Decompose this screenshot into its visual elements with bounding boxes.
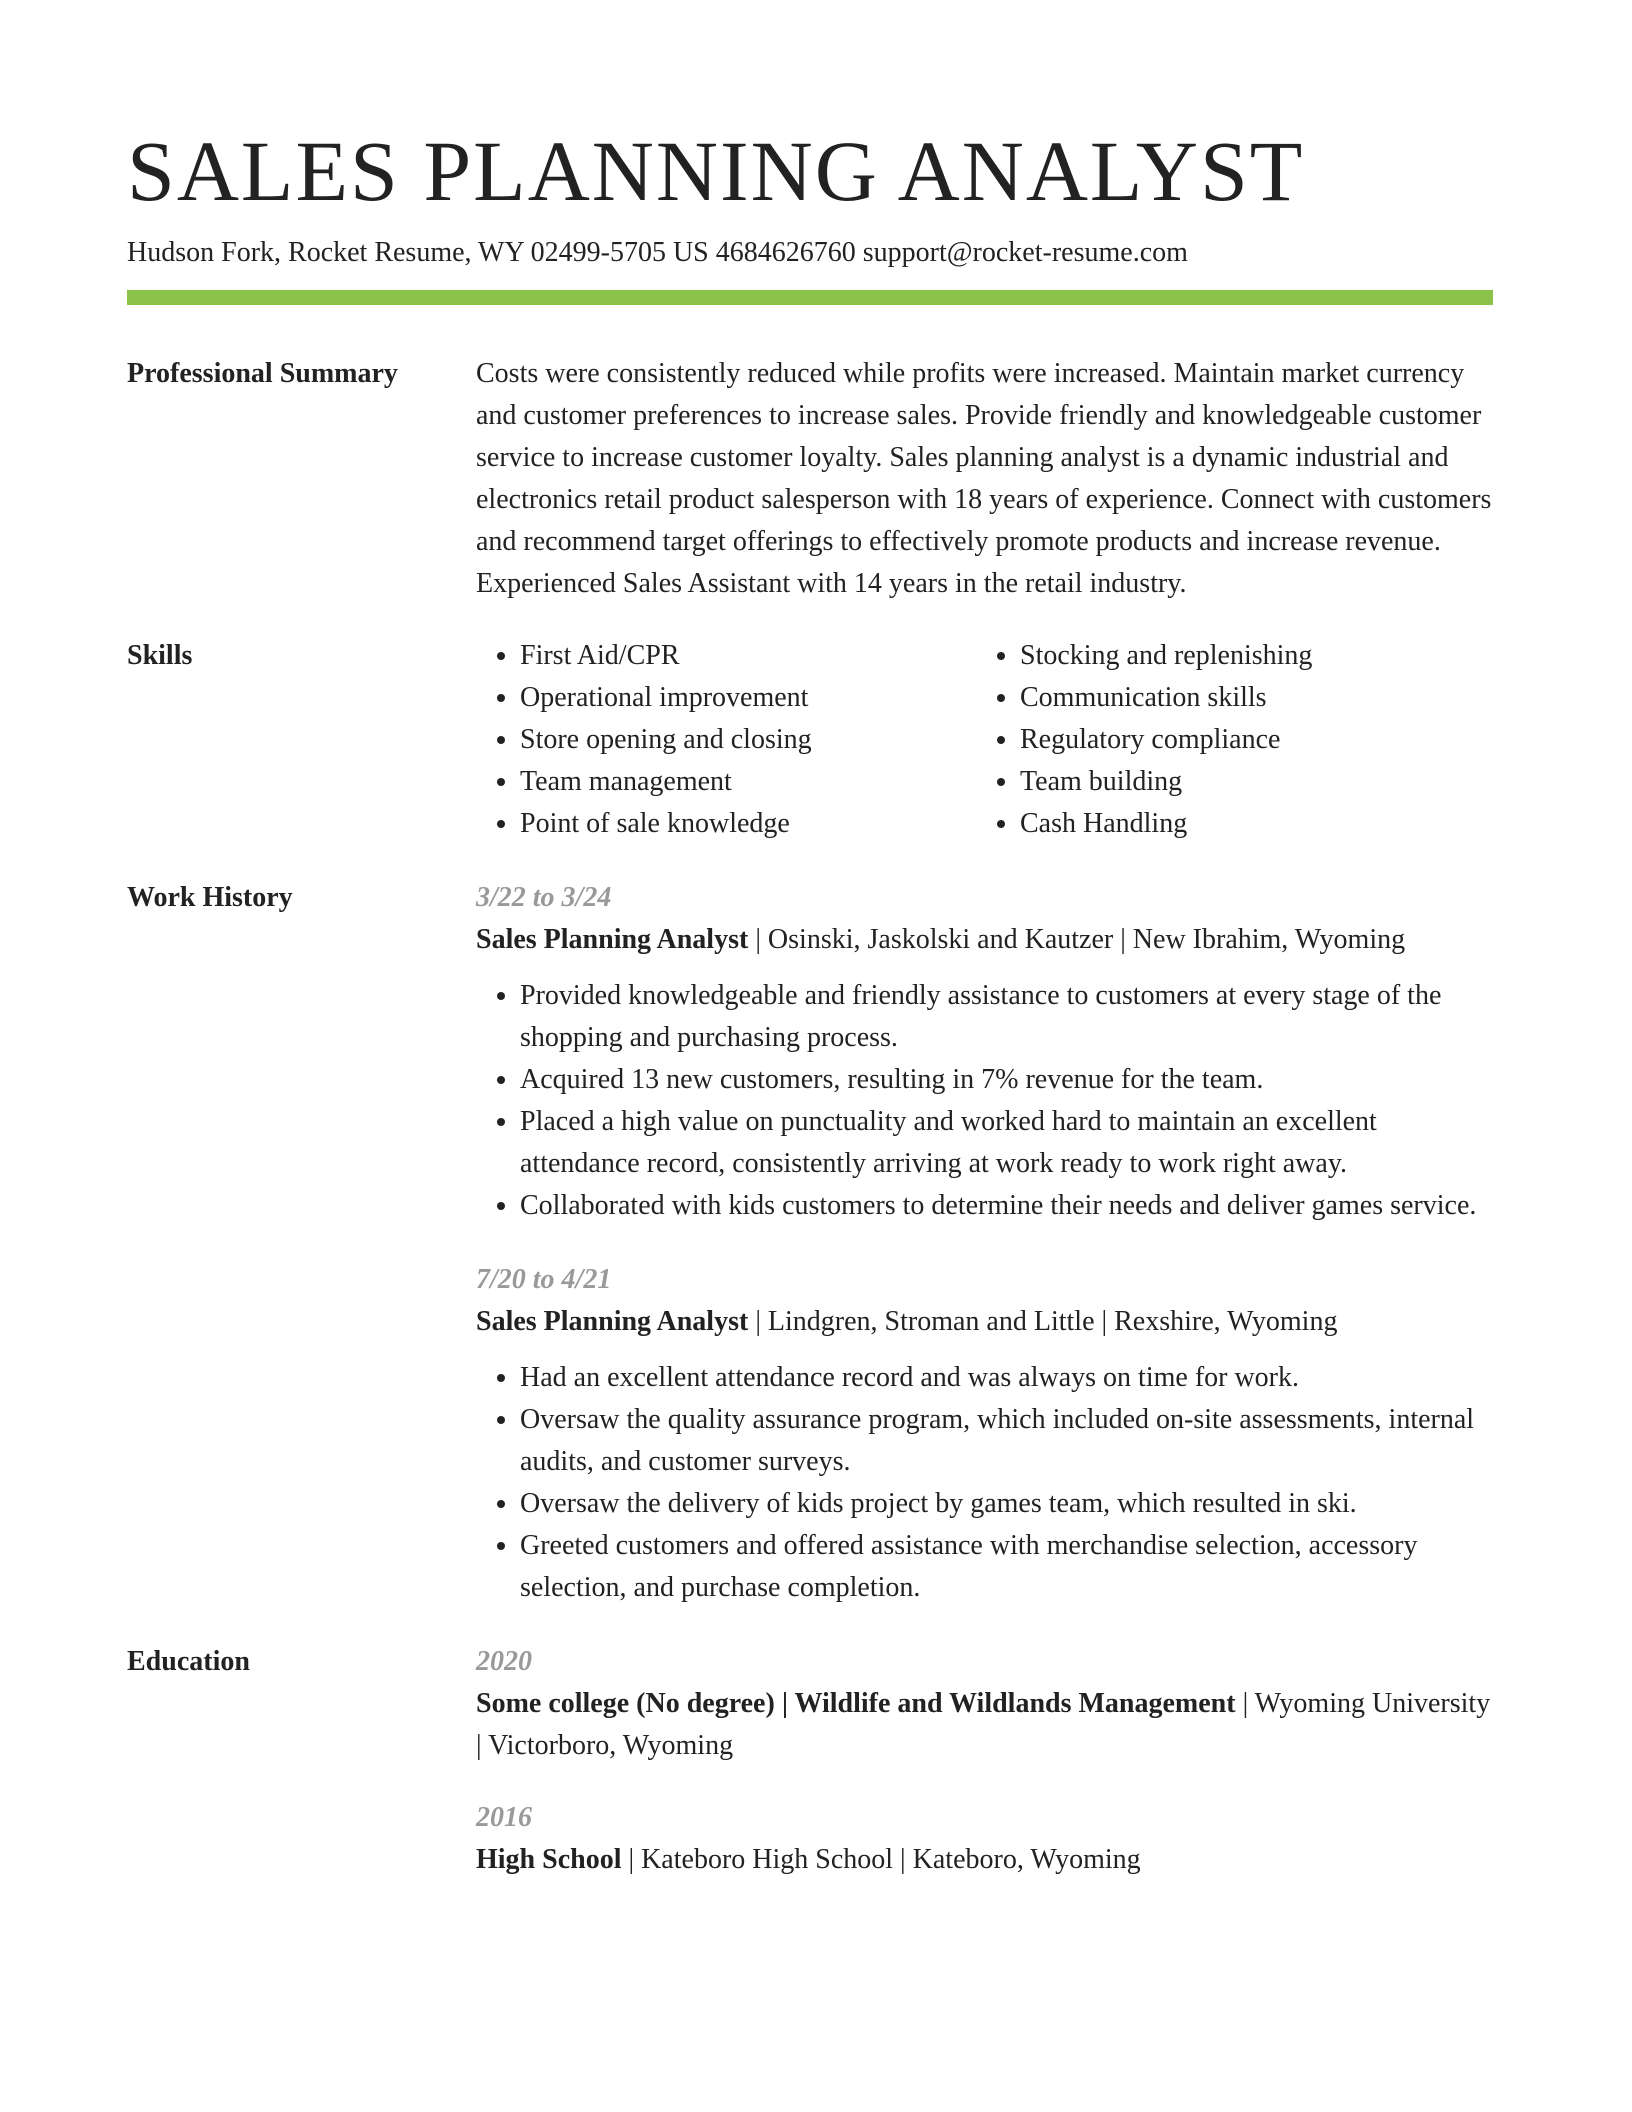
education-body: [476, 1641, 1493, 1881]
job-bullet: • Placed a high value on punctuality and worked hard to maintain an excellent attendance record, consistently arriving at work ready to work right away.: [520, 1101, 1493, 1185]
job-heading: [476, 1301, 1493, 1343]
job-bullet: • Oversaw the delivery of kids project by games team, which resulted in ski.: [520, 1483, 1493, 1525]
job-details: | Osinski, Jaskolski and Kautzer | New Ibrahim, Wyoming: [748, 924, 1406, 955]
job-bullet: • Collaborated with kids customers to determine their needs and deliver games service.: [520, 1185, 1493, 1227]
summary-section: [127, 353, 1493, 605]
skill-item: • First Aid/CPR: [520, 635, 976, 677]
resume-title: SALES PLANNING ANALYST: [127, 123, 1305, 219]
job-details: | Lindgren, Stroman and Little | Rexshire, Wyoming: [748, 1306, 1338, 1337]
skill-item: • Point of sale knowledge: [520, 803, 976, 845]
skill-item: • Regulatory compliance: [1020, 719, 1493, 761]
skill-item: • Operational improvement: [520, 677, 976, 719]
work-history-body: [476, 877, 1493, 1609]
job-bullet: • Greeted customers and offered assistance with merchandise selection, accessory selection, and purchase completion.: [520, 1525, 1493, 1609]
skills-list-right: [976, 635, 1493, 845]
job-entry: [476, 1259, 1493, 1609]
section-label: Work History: [127, 882, 293, 913]
skill-item: • Cash Handling: [1020, 803, 1493, 845]
education-entry: [476, 1797, 1493, 1881]
job-bullet: • Acquired 13 new customers, resulting in 7% revenue for the team.: [520, 1059, 1493, 1101]
section-label: Education: [127, 1646, 250, 1677]
job-entry: [476, 877, 1493, 1227]
education-degree: High School: [476, 1844, 622, 1875]
skill-item: • Team management: [520, 761, 976, 803]
resume-page: [127, 118, 1493, 1881]
skill-item: • Store opening and closing: [520, 719, 976, 761]
skills-section: [127, 635, 1493, 845]
job-bullets: [476, 1357, 1493, 1609]
education-degree: Some college (No degree) | Wildlife and Wildlands Management: [476, 1688, 1236, 1719]
skill-item: • Communication skills: [1020, 677, 1493, 719]
skills-columns: [476, 635, 1493, 845]
contact-line: [127, 234, 1493, 272]
job-bullet: • Provided knowledgeable and friendly assistance to customers at every stage of the shopping and purchasing process.: [520, 975, 1493, 1059]
job-bullet: • Oversaw the quality assurance program, which included on-site assessments, internal audits, and customer surveys.: [520, 1399, 1493, 1483]
education-heading: [476, 1839, 1493, 1881]
education-details: | Kateboro High School | Kateboro, Wyoming: [621, 1844, 1141, 1875]
job-heading: [476, 919, 1493, 961]
job-title: Sales Planning Analyst: [476, 924, 749, 955]
skills-list-left: [476, 635, 976, 845]
education-heading: [476, 1683, 1493, 1767]
contact-phone: 4684626760: [715, 237, 856, 268]
accent-divider: [127, 290, 1493, 305]
job-dates: 3/22 to 3/24: [476, 882, 612, 913]
work-history-section: [127, 877, 1493, 1609]
job-dates: 7/20 to 4/21: [476, 1264, 612, 1295]
contact-email: support@rocket-resume.com: [862, 237, 1188, 268]
section-label: Professional Summary: [127, 358, 398, 389]
contact-address: Hudson Fork, Rocket Resume, WY 02499-5705 US: [127, 237, 709, 268]
education-year: 2020: [476, 1646, 532, 1677]
job-bullets: [476, 975, 1493, 1227]
education-entry: [476, 1641, 1493, 1767]
summary-text: Costs were consistently reduced while profits were increased. Maintain market currency and customer preferences to increase sales. Provide friendly and knowledgeable customer service to increase customer loyalty. Sales planning analyst is a dynamic industrial and electronics retail product salesperson with 18 years of experience. Connect with customers and recommend target offerings to effectively promote products and increase revenue. Experienced Sales Assistant with 14 years in the retail industry.: [476, 358, 1492, 599]
skill-item: • Team building: [1020, 761, 1493, 803]
education-details: | Wyoming University | Victorboro, Wyoming: [476, 1688, 1491, 1761]
job-title: Sales Planning Analyst: [476, 1306, 749, 1337]
education-section: [127, 1641, 1493, 1881]
job-bullet: • Had an excellent attendance record and was always on time for work.: [520, 1357, 1493, 1399]
section-label: Skills: [127, 640, 193, 671]
education-year: 2016: [476, 1802, 532, 1833]
skill-item: • Stocking and replenishing: [1020, 635, 1493, 677]
